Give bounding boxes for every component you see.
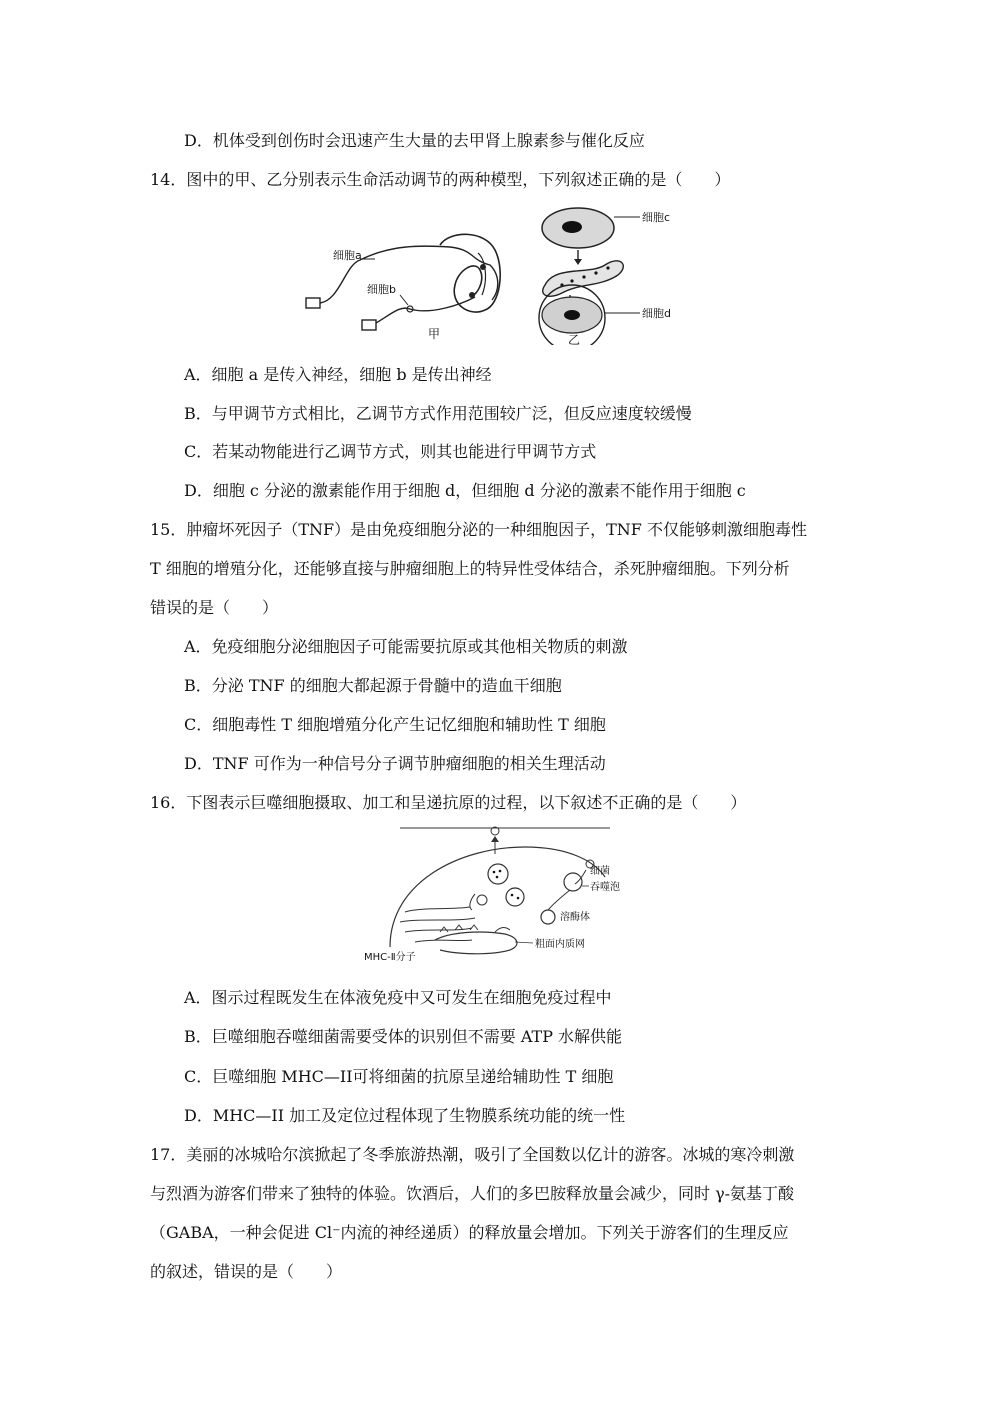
q15-option-d: D．TNF 可作为一种信号分子调节肿瘤细胞的相关生理活动: [184, 754, 606, 773]
q14-option-b: B．与甲调节方式相比，乙调节方式作用范围较广泛，但反应速度较缓慢: [184, 404, 692, 423]
q15-option-c: C．细胞毒性 T 细胞增殖分化产生记忆细胞和辅助性 T 细胞: [184, 715, 606, 734]
q15-option-a: A．免疫细胞分泌细胞因子可能需要抗原或其他相关物质的刺激: [184, 637, 628, 656]
q17-stem-line-1: 17．美丽的冰城哈尔滨掀起了冬季旅游热潮，吸引了全国数以亿计的游客。冰城的寒冷刺激: [150, 1145, 795, 1164]
q14-diagram: [300, 205, 700, 345]
q15-stem-line-3: 错误的是（ ）: [150, 598, 279, 617]
q15-option-b: B．分泌 TNF 的细胞大都起源于骨髓中的造血干细胞: [184, 676, 562, 695]
label-jia: 甲: [428, 327, 441, 341]
q17-stem-line-2: 与烈酒为游客们带来了独特的体验。饮酒后，人们的多巴胺释放量会减少，同时 γ-氨基丁酸: [150, 1184, 795, 1203]
label-cell-c: 细胞c: [642, 211, 671, 224]
rer-shape: [435, 932, 517, 954]
q14-option-d: D．细胞 c 分泌的激素能作用于细胞 d，但细胞 d 分泌的激素不能作用于细胞 c: [184, 481, 746, 500]
label-bacteria: 细菌: [590, 866, 610, 877]
effector-box-a: [306, 298, 320, 308]
q15-stem-line-1: 15．肿瘤坏死因子（TNF）是由免疫细胞分泌的一种细胞因子，TNF 不仅能够刺激细胞毒性: [150, 520, 807, 539]
q16-option-c: C．巨噬细胞 MHC—II可将细菌的抗原呈递给辅助性 T 细胞: [184, 1067, 614, 1086]
q14-stem: 14．图中的甲、乙分别表示生命活动调节的两种模型，下列叙述正确的是（ ）: [150, 170, 731, 189]
q17-stem-line-4: 的叙述，错误的是（ ）: [150, 1262, 343, 1281]
label-cell-a: 细胞a: [333, 249, 362, 262]
label-cell-d: 细胞d: [642, 307, 671, 320]
q14-option-c: C．若某动物能进行乙调节方式，则其也能进行甲调节方式: [184, 442, 597, 461]
spinal-cord-shape: [440, 234, 500, 312]
q15-stem-line-2: T 细胞的增殖分化，还能够直接与肿瘤细胞上的特异性受体结合，杀死肿瘤细胞。下列分析: [150, 559, 790, 578]
label-mhc: MHC-Ⅱ分子: [364, 952, 416, 963]
phagosome-shape: [564, 873, 582, 891]
effector-box-b: [362, 320, 376, 330]
label-phagosome: 吞噬泡: [590, 882, 620, 893]
q13-option-d: D．机体受到创伤时会迅速产生大量的去甲肾上腺素参与催化反应: [184, 131, 645, 150]
q16-stem: 16．下图表示巨噬细胞摄取、加工和呈递抗原的过程，以下叙述不正确的是（ ）: [150, 793, 747, 812]
macrophage-membrane: [390, 847, 605, 947]
label-lysosome: 溶酶体: [560, 912, 590, 923]
nerve-fiber-b: [376, 297, 475, 323]
lysosome-shape: [541, 910, 555, 924]
q16-option-b: B．巨噬细胞吞噬细菌需要受体的识别但不需要 ATP 水解供能: [184, 1027, 623, 1046]
q16-figure: [360, 822, 640, 972]
q14-option-a: A．细胞 a 是传入神经，细胞 b 是传出神经: [184, 365, 492, 384]
label-rer: 粗面内质网: [535, 939, 585, 950]
blood-vessel-shape: [543, 261, 624, 296]
q16-option-a: A．图示过程既发生在体液免疫中又可发生在细胞免疫过程中: [184, 988, 612, 1007]
q17-stem-line-3: （GABA，一种会促进 Cl⁻内流的神经递质）的释放量会增加。下列关于游客们的生理反应: [150, 1223, 789, 1242]
label-cell-b: 细胞b: [367, 283, 396, 296]
q16-diagram: [360, 822, 640, 972]
q14-figure: [300, 205, 700, 345]
q16-option-d: D．MHC—II 加工及定位过程体现了生物膜系统功能的统一性: [184, 1106, 626, 1125]
label-yi: 乙: [568, 333, 581, 345]
